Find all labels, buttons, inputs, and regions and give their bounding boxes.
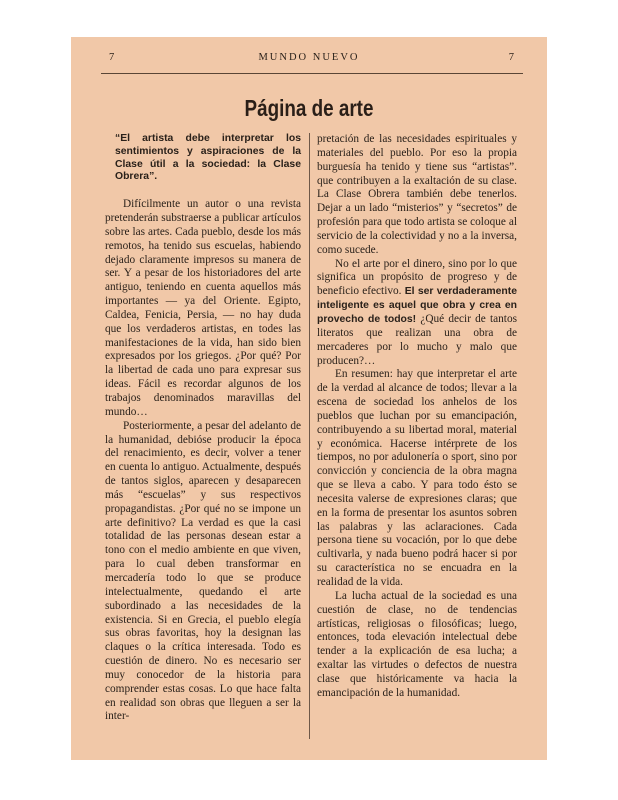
bold-statement: El ser verdaderamente inteligente es aquel que obra y crea en provecho de todos! — [317, 286, 517, 325]
header-rule — [101, 73, 523, 74]
page-number-right: 7 — [508, 52, 515, 63]
magazine-page — [71, 37, 547, 760]
paragraph: pretación de las necesidades espirituales y materiales del pueblo. Por eso la propia burguesía ha tenido y tiene sus “artistas”. que contribuyen a la exaltación de su clase. La Clase Obrera también debe tenerlos. Dejar a un lado “misterios” y “secretos” de profesión para que todo artista se coloque al servicio de la colectividad y no a la inversa, como sucede. — [317, 133, 517, 256]
journal-name: MUNDO NUEVO — [258, 52, 360, 63]
article-title: Página de arte — [244, 95, 374, 121]
page-number-left: 7 — [109, 52, 116, 63]
paragraph: Difícilmente un autor o una revista pretenderán substraerse a publicar artículos sobre las artes. Cada pueblo, desde los más remotos, ha tenido sus escuelas, habiendo dejado claramente impresos su manera de ser. Y a pesar de los historiadores del arte antiguo, teniendo en cuenta aquellos más importantes — ya del Oriente. Egipto, Caldea, Fenicia, Persia, — no hay duda que los verdaderos artistas, en todes las manifestaciones de la vida, han sido bien expresados por los griegos. ¿Por qué? Por la libertad de cada uno para expresar sus ideas. Fácil es recordar algunos de los trabajos denominados maravillas del mundo… — [105, 198, 301, 418]
paragraph-text: ¿Qué decir de tantos literatos que realizan una obra de mercaderes por lo mucho y malo que producen?… — [317, 312, 517, 367]
paragraph: La lucha actual de la sociedad es una cuestión de clase, no de tendencias artísticas, religiosas o filosóficas; luego, entonces, toda elevación intelectual debe tender a la explicación de esa lucha; a exaltar las virtudes o defectos de nuestra clase que históricamente va hacia la emancipación de la humanidad. — [317, 589, 517, 699]
paragraph: Posteriormente, a pesar del adelanto de la humanidad, debióse producir la época del renacimiento, es decir, volver a tener en cuenta lo antiguo. Actualmente, después de tantos siglos, aparecen y desaparecen más “escuelas” y sus respectivos propagandistas. ¿Por qué no se impone un arte definitivo? La verdad es que la casi totalidad de las personas desean estar a tono con el medio ambiente en que viven, para lo cual deben transformar en mercadería todo lo que se produce intelectualmente, quedando el arte subordinado a las necesidades de la existencia. Si en Grecia, el pueblo elegía sus obras favoritas, hoy la designan las claques o la crítica interesada. Todo es cuestión de dinero. No es necesario ser muy conocedor de la historia para comprender estas cosas. Lo que hace falta en realidad son obras que lleguen a ser la inter- — [105, 419, 301, 723]
column-divider — [309, 133, 310, 739]
paragraph: En resumen: hay que interpretar el arte de la verdad al alcance de todos; llevar a la escena de sociedad los anhelos de los pueblos que luchan por su emancipación, contribuyendo a su libertad moral, material y económica. Hacerse intérprete de los tiempos, no por adulonería o sport, sino por convicción y conciencia de la obra magna que se lleva a cabo. Y para todo ésto se necesita valerse de expresiones claras; que en la forma de presentar los asuntos sobren las palabras y las aclaraciones. Cada persona tiene su vocación, por lo que debe cultivarla, y nada bueno podrá hacer si por su característica no se encuadra en la realidad de la vida. — [317, 368, 517, 588]
epigraph: “El artista debe interpretar los sentimientos y aspiraciones de la Clase útil a la sociedad: la Clase Obrera”. — [115, 133, 301, 183]
running-header — [71, 52, 547, 66]
paragraph-text: No el arte por el dinero, sino por lo que significa un propósito de progreso y de beneficio efectivo. — [317, 257, 517, 298]
paragraph — [317, 258, 517, 369]
right-column — [317, 133, 517, 701]
left-column — [105, 133, 301, 724]
